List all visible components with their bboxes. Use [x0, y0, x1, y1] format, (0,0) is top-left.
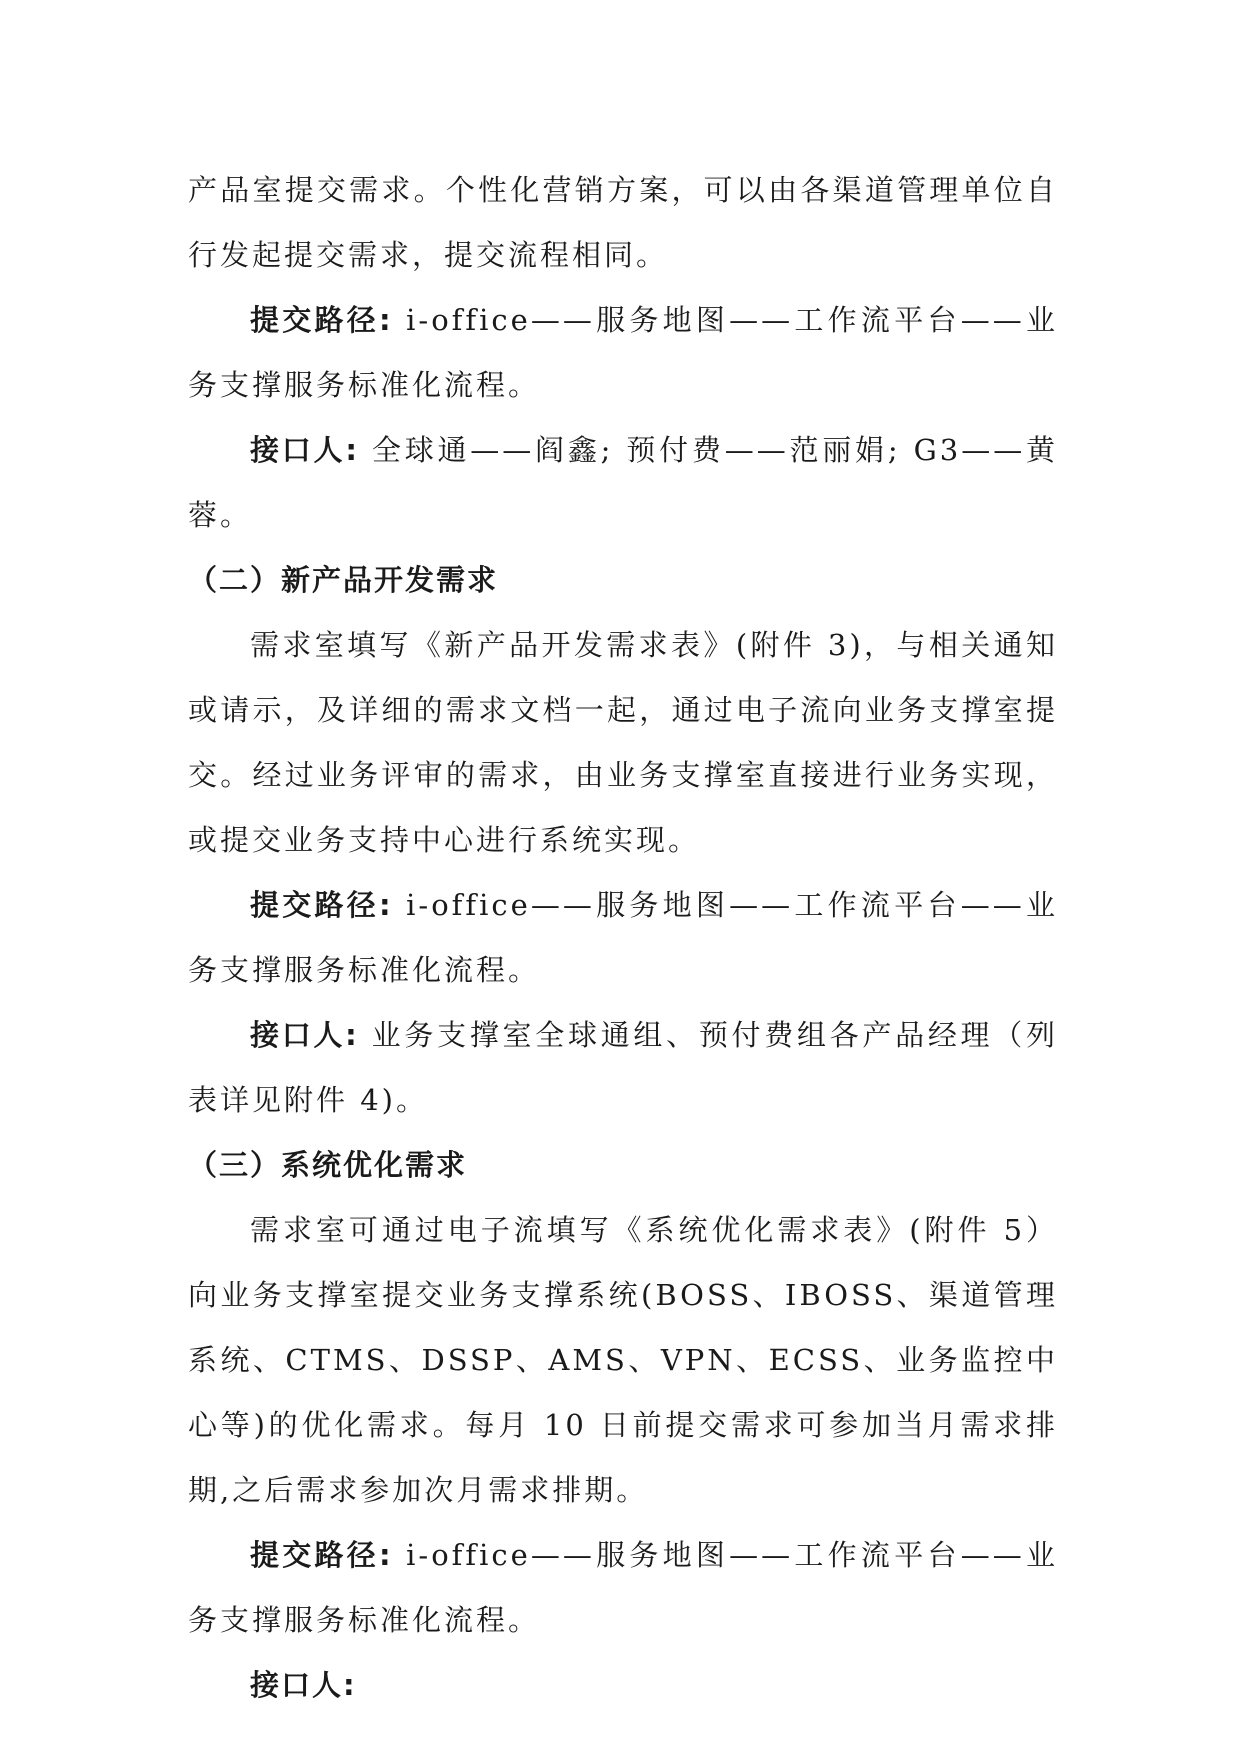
submit-path-label: 提交路径: [250, 888, 393, 922]
paragraph-submit-path-1 [188, 288, 1058, 418]
submit-path-text: i-office——服务地图——工作流平台——业务支撑服务标准化流程。 [188, 303, 1058, 402]
submit-path-label: 提交路径: [250, 1538, 393, 1572]
paragraph-new-product-desc: 需求室填写《新产品开发需求表》(附件 3)，与相关通知或请示，及详细的需求文档一起，通过电子流向业务支撑室提交。经过业务评审的需求，由业务支撑室直接进行业务实现，或提交业务支持中心进行系统实现。 [188, 628, 1058, 857]
document-body [188, 158, 1058, 1718]
paragraph-contact-2 [188, 1003, 1058, 1133]
paragraph-system-optimization-desc: 需求室可通过电子流填写《系统优化需求表》(附件 5）向业务支撑室提交业务支撑系统(BOSS、IBOSS、渠道管理系统、CTMS、DSSP、AMS、VPN、ECSS、业务监控中心等)的优化需求。每月 10 日前提交需求可参加当月需求排期,之后需求参加次月需求排期。 [188, 1213, 1058, 1507]
section-heading-system-optimization: （三）系统优化需求 [188, 1148, 468, 1182]
paragraph-submit-path-3 [188, 1523, 1058, 1653]
contact-text: 全球通——阎鑫; 预付费——范丽娟; G3——黄蓉。 [188, 433, 1058, 532]
section-heading-new-product: （二）新产品开发需求 [188, 563, 499, 597]
submit-path-text: i-office——服务地图——工作流平台——业务支撑服务标准化流程。 [188, 1538, 1058, 1637]
contact-text: 业务支撑室全球通组、预付费组各产品经理（列表详见附件 4)。 [188, 1018, 1058, 1117]
paragraph-intro-continuation: 产品室提交需求。个性化营销方案，可以由各渠道管理单位自行发起提交需求，提交流程相同。 [188, 173, 1058, 272]
contact-label: 接口人: [250, 1668, 357, 1702]
paragraph-contact-3 [188, 1653, 1058, 1718]
paragraph-submit-path-2 [188, 873, 1058, 1003]
paragraph-contact-1 [188, 418, 1058, 548]
contact-label: 接口人: [250, 433, 359, 467]
submit-path-text: i-office——服务地图——工作流平台——业务支撑服务标准化流程。 [188, 888, 1058, 987]
submit-path-label: 提交路径: [250, 303, 393, 337]
contact-label: 接口人: [250, 1018, 359, 1052]
